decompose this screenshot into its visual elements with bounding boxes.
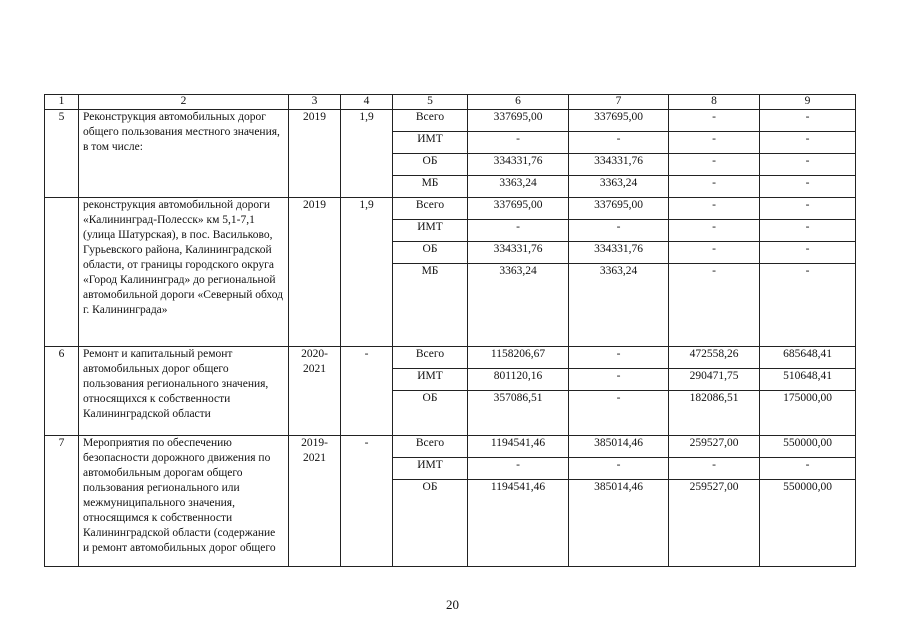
amount-cell: 337695,00 xyxy=(569,110,669,132)
item-length: 1,9 xyxy=(341,110,393,198)
amount-cell: 801120,16 xyxy=(468,369,569,391)
column-number: 4 xyxy=(341,95,393,110)
item-length: - xyxy=(341,347,393,436)
amount-cell: 472558,26 xyxy=(669,347,760,369)
item-description: Мероприятия по обеспечению безопасности дорожного движения по автомобильным дорогам общего пользования регионального или межмуниципального значения, относящимся к собственности Калининградской области (содержание и ремонт автомобильных дорог общего xyxy=(79,436,289,567)
funding-source: ОБ xyxy=(393,154,468,176)
column-number: 5 xyxy=(393,95,468,110)
amount-cell: - xyxy=(760,242,856,264)
item-years: 2019-2021 xyxy=(289,436,341,567)
amount-cell: 3363,24 xyxy=(468,264,569,347)
item-number xyxy=(45,198,79,347)
amount-cell: - xyxy=(669,220,760,242)
amount-cell: 1194541,46 xyxy=(468,436,569,458)
amount-cell: 3363,24 xyxy=(569,264,669,347)
amount-cell: 3363,24 xyxy=(468,176,569,198)
amount-cell: - xyxy=(669,154,760,176)
amount-cell: - xyxy=(569,369,669,391)
amount-cell: - xyxy=(669,458,760,480)
column-number: 8 xyxy=(669,95,760,110)
amount-cell: - xyxy=(760,154,856,176)
funding-source: ИМТ xyxy=(393,132,468,154)
funding-source: Всего xyxy=(393,347,468,369)
column-number: 6 xyxy=(468,95,569,110)
page-number: 20 xyxy=(446,597,459,612)
amount-cell: 290471,75 xyxy=(669,369,760,391)
amount-cell: 3363,24 xyxy=(569,176,669,198)
column-number: 3 xyxy=(289,95,341,110)
amount-cell: 182086,51 xyxy=(669,391,760,436)
amount-cell: - xyxy=(760,220,856,242)
amount-cell: 385014,46 xyxy=(569,480,669,567)
amount-cell: - xyxy=(569,458,669,480)
column-number: 7 xyxy=(569,95,669,110)
amount-cell: - xyxy=(760,132,856,154)
item-number: 5 xyxy=(45,110,79,198)
column-number: 1 xyxy=(45,95,79,110)
amount-cell: - xyxy=(468,458,569,480)
program-table xyxy=(44,94,856,567)
amount-cell: 334331,76 xyxy=(569,242,669,264)
amount-cell: 259527,00 xyxy=(669,480,760,567)
amount-cell: - xyxy=(468,132,569,154)
item-description: реконструкция автомобильной дороги «Калининград-Полесск» км 5,1-7,1 (улица Шатурская), в пос. Васильково, Гурьевского района, Калининградской области, от границы городского округа «Город Калининград» до региональной автомобильной дороги «Северный обход г. Калининграда» xyxy=(79,198,289,347)
item-years: 2019 xyxy=(289,198,341,347)
amount-cell: 175000,00 xyxy=(760,391,856,436)
column-number-row xyxy=(45,95,856,110)
item-number: 7 xyxy=(45,436,79,567)
item-years: 2019 xyxy=(289,110,341,198)
table-row xyxy=(45,347,856,369)
amount-cell: 337695,00 xyxy=(569,198,669,220)
table-row xyxy=(45,198,856,220)
amount-cell: - xyxy=(760,110,856,132)
amount-cell: - xyxy=(760,458,856,480)
amount-cell: - xyxy=(669,198,760,220)
table-row xyxy=(45,436,856,458)
amount-cell: 550000,00 xyxy=(760,436,856,458)
funding-source: ОБ xyxy=(393,242,468,264)
amount-cell: - xyxy=(760,264,856,347)
funding-source: МБ xyxy=(393,176,468,198)
amount-cell: 259527,00 xyxy=(669,436,760,458)
amount-cell: - xyxy=(669,110,760,132)
funding-source: ИМТ xyxy=(393,458,468,480)
amount-cell: - xyxy=(569,347,669,369)
amount-cell: 334331,76 xyxy=(468,154,569,176)
item-years: 2020-2021 xyxy=(289,347,341,436)
column-number: 2 xyxy=(79,95,289,110)
amount-cell: - xyxy=(669,242,760,264)
amount-cell: - xyxy=(760,176,856,198)
amount-cell: 385014,46 xyxy=(569,436,669,458)
funding-source: Всего xyxy=(393,436,468,458)
item-length: 1,9 xyxy=(341,198,393,347)
item-length: - xyxy=(341,436,393,567)
amount-cell: - xyxy=(669,264,760,347)
amount-cell: 550000,00 xyxy=(760,480,856,567)
item-description: Ремонт и капитальный ремонт автомобильных дорог общего пользования регионального значения, относящихся к собственности Калининградской области xyxy=(79,347,289,436)
amount-cell: 357086,51 xyxy=(468,391,569,436)
funding-source: Всего xyxy=(393,110,468,132)
funding-source: Всего xyxy=(393,198,468,220)
amount-cell: - xyxy=(569,132,669,154)
amount-cell: - xyxy=(569,391,669,436)
amount-cell: 334331,76 xyxy=(569,154,669,176)
amount-cell: 685648,41 xyxy=(760,347,856,369)
amount-cell: - xyxy=(760,198,856,220)
amount-cell: 1194541,46 xyxy=(468,480,569,567)
amount-cell: - xyxy=(569,220,669,242)
item-number: 6 xyxy=(45,347,79,436)
amount-cell: 334331,76 xyxy=(468,242,569,264)
funding-source: ИМТ xyxy=(393,220,468,242)
table-body xyxy=(45,95,856,567)
amount-cell: 337695,00 xyxy=(468,198,569,220)
funding-source: ИМТ xyxy=(393,369,468,391)
amount-cell: - xyxy=(468,220,569,242)
funding-source: ОБ xyxy=(393,480,468,567)
amount-cell: - xyxy=(669,176,760,198)
amount-cell: 1158206,67 xyxy=(468,347,569,369)
amount-cell: 510648,41 xyxy=(760,369,856,391)
amount-cell: 337695,00 xyxy=(468,110,569,132)
amount-cell: - xyxy=(669,132,760,154)
table-row xyxy=(45,110,856,132)
funding-source: ОБ xyxy=(393,391,468,436)
item-description: Реконструкция автомобильных дорог общего пользования местного значения, в том числе: xyxy=(79,110,289,198)
column-number: 9 xyxy=(760,95,856,110)
funding-source: МБ xyxy=(393,264,468,347)
